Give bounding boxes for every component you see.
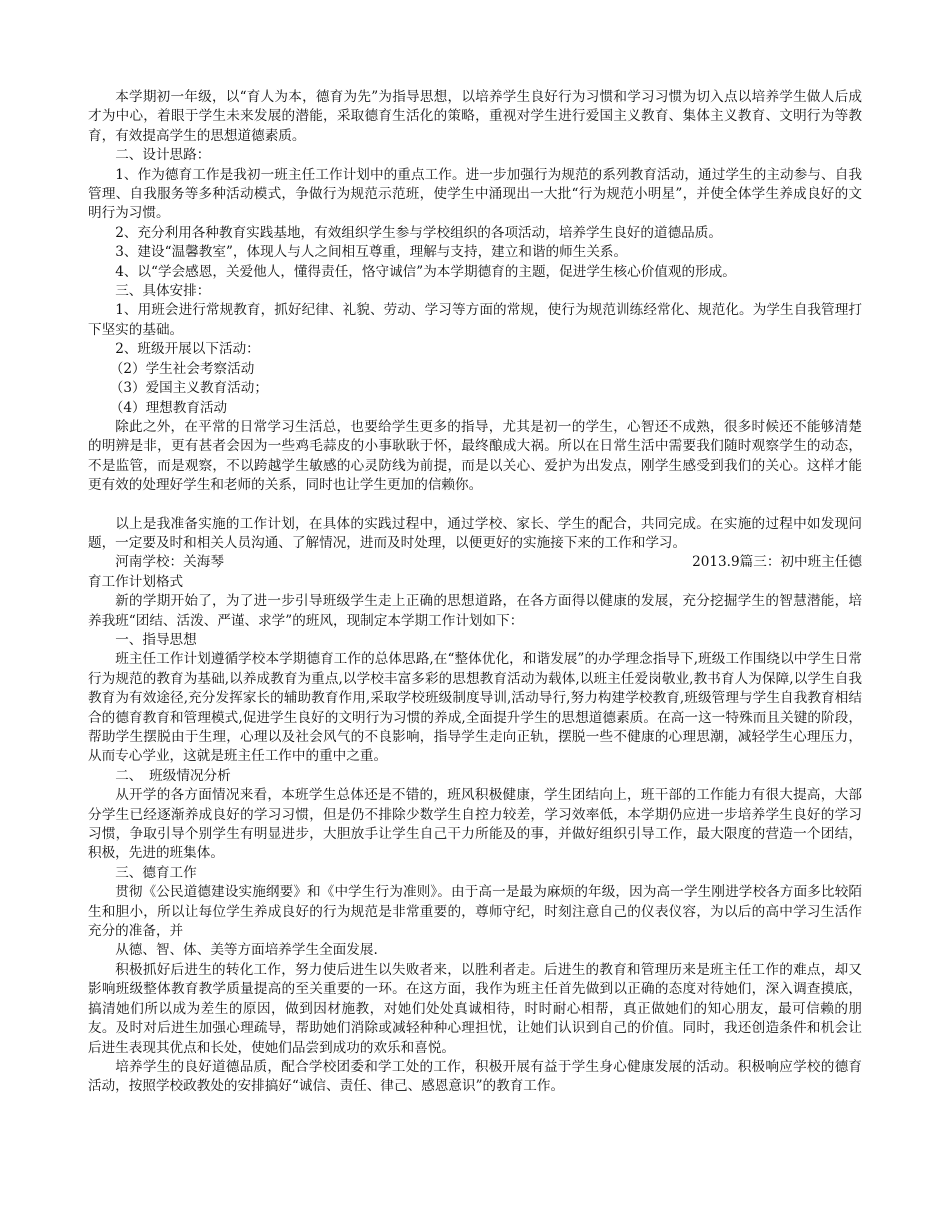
second-intro-paragraph: 新的学期开始了，为了进一步引导班级学生走上正确的思想道路，在各方面得以健康的发展，充分挖掘学生的智慧潜能，培养我班“团结、活泼、严谨、求学”的班风，现制定本学期工作计划如下：	[88, 593, 862, 629]
moral-quality-paragraph: 培养学生的良好道德品质，配合学校团委和学工处的工作，积极开展有益于学生身心健康发展的活动。积极响应学校的德育活动，按照学校政教处的安排搞好“诚信、责任、律己、感恩意识”的教育工作。	[88, 1058, 862, 1095]
arrangement-item-1: 1、用班会进行常规教育，抓好纪律、礼貌、劳动、学习等方面的常规，使行为规范训练经常化、规范化。为学生自我管理打下坚实的基础。	[88, 302, 862, 338]
guiding-paragraph: 班主任工作计划遵循学校本学期德育工作的总体思路,在“整体优化，和谐发展”的办学理念指导下,班级工作围绕以中学生日常行为规范的教育为基础,以养成教育为重点,以学校丰富多彩的思想教育活动为载体,以班主任爱岗敬业,教书育人为保障,以学生自我教育为有效途径,充分发挥家长的辅助教育作用,采取学校班级制度导训,活动导行,努力构建学校教育,班级管理与学生自我教育相结合的德育教育和管理模式,促进学生良好的文明行为习惯的养成,全面提升学生的思想道德素质。在高一这一特殊而且关键的阶段，帮助学生摆脱由于生理，心理以及社会风气的不良影响，指导学生走向正轨，摆脱一些不健康的心理思潮，减轻学生心理压力，从而专心学业，这就是班主任工作中的重中之重。	[88, 651, 862, 765]
section-heading-moral: 三、德育工作	[115, 864, 197, 881]
section-heading-design: 二、设计思路：	[115, 147, 211, 164]
section-heading-guiding: 一、指导思想	[115, 631, 197, 648]
lagging-students-paragraph: 积极抓好后进生的转化工作，努力使后进生以失败者来，以胜利者走。后进生的教育和管理历来是班主任工作的难点，却又影响班级整体教育教学质量提高的至关重要的一环。在这方面，我作为班主任首先做到以正确的态度对待她们，深入调查摸底，搞清她们所以成为差生的原因，做到因材施教，对她们处处真诚相待，时时耐心相帮，真正做她们的知心朋友，最可信赖的朋友。及时对后进生加强心理疏导，帮助她们消除或减轻种种心理担忧，让她们认识到自己的价值。同时，我还创造条件和机会让后进生表现其优点和长处，使她们品尝到成功的欢乐和喜悦。	[88, 961, 862, 1056]
section-heading-class-analysis: 二、 班级情况分析	[115, 767, 231, 784]
design-item-2: 2、充分利用各种教育实践基地，有效组织学生参与学校组织的各项活动，培养学生良好的道德品质。	[115, 224, 722, 241]
moral-paragraph: 贯彻《公民道德建设实施纲要》和《中学生行为准则》。由于高一是最为麻烦的年级，因为高一学生刚进学校各方面多比较陌生和胆小，所以让每位学生养成良好的行为规范是非常重要的，尊师守纪，时刻注意自己的仪表仪容，为以后的高中学习生活作充分的准备，并	[88, 884, 862, 940]
signature-school: 河南学校：关海琴	[115, 554, 224, 571]
intro-paragraph: 本学期初一年级，以“育人为本，德育为先”为指导思想，以培养学生良好行为习惯和学习习惯为切入点以培养学生做人后成才为中心，着眼于学生未来发展的潜能，采取德育生活化的策略，重视对学生进行爱国主义教育、集体主义教育、文明行为等教育，有效提高学生的思想道德素质。	[88, 89, 862, 144]
document-page	[88, 88, 862, 1097]
closing-paragraph: 以上是我准备实施的工作计划，在具体的实践过程中，通过学校、家长、学生的配合，共同完成。在实施的过程中如发现问题，一定要及时和相关人员沟通、了解情况，进而及时处理，以便更好的实施接下来的工作和学习。	[88, 515, 862, 551]
class-analysis-paragraph: 从开学的各方面情况来看，本班学生总体还是不错的，班风积极健康，学生团结向上，班干部的工作能力有很大提高，大部分学生已经逐渐养成良好的学习习惯，但是仍不排除少数学生自控力较差，学习效率低，本学期仍应进一步培养学生良好的学习习惯，争取引导个别学生有明显进步，大胆放手让学生自己干力所能及的事，并做好组织引导工作，最大限度的营造一个团结，积极，先进的班集体。	[88, 787, 862, 862]
section-heading-arrangement: 三、具体安排：	[115, 283, 211, 300]
design-item-4: 4、以“学会感恩，关爱他人，懂得责任，恪守诚信”为本学期德育的主题，促进学生核心价值观的形成。	[115, 263, 736, 280]
design-item-1: 1、作为德育工作是我初一班主任工作计划中的重点工作。进一步加强行为规范的系列教育活动，通过学生的主动参与、自我管理、自我服务等多种活动模式，争做行为规范示范班，使学生中涌现出一大批“行为规范小明星”，并使全体学生养成良好的文明行为习惯。	[88, 166, 862, 222]
activity-item-2: （2）学生社会考察活动	[109, 360, 255, 377]
activity-item-3: （3）爱国主义教育活动；	[109, 380, 268, 397]
body-paragraph: 除此之外，在平常的日常学习生活总，也要给学生更多的指导，尤其是初一的学生，心智还不成熟，很多时候还不能够清楚的明辨是非，更有甚者会因为一些鸡毛蒜皮的小事耿耿于怀，最终酿成大祸。所以在日常生活中需要我们随时观察学生的动态，不是监管，而是观察，不以跨越学生敏感的心灵防线为前提，而是以关心、爱护为出发点，刚学生感受到我们的关心。这样才能更有效的处理好学生和老师的关系，同时也让学生更加的信赖你。	[88, 418, 862, 494]
arrangement-item-2: 2、班级开展以下活动：	[115, 341, 260, 358]
date-and-next-title: 2013.9篇三：初中班主任德	[692, 554, 862, 571]
next-title-continuation: 育工作计划格式	[88, 573, 184, 590]
activity-item-4: （4）理想教育活动	[109, 399, 228, 416]
signature-row	[88, 553, 862, 572]
paragraph-gap	[88, 496, 862, 515]
moral-paragraph-cont: 从德、智、体、美等方面培养学生全面发展.	[115, 942, 378, 959]
design-item-3: 3、建设“温馨教室”，体现人与人之间相互尊重，理解与支持，建立和谐的师生关系。	[115, 244, 628, 261]
